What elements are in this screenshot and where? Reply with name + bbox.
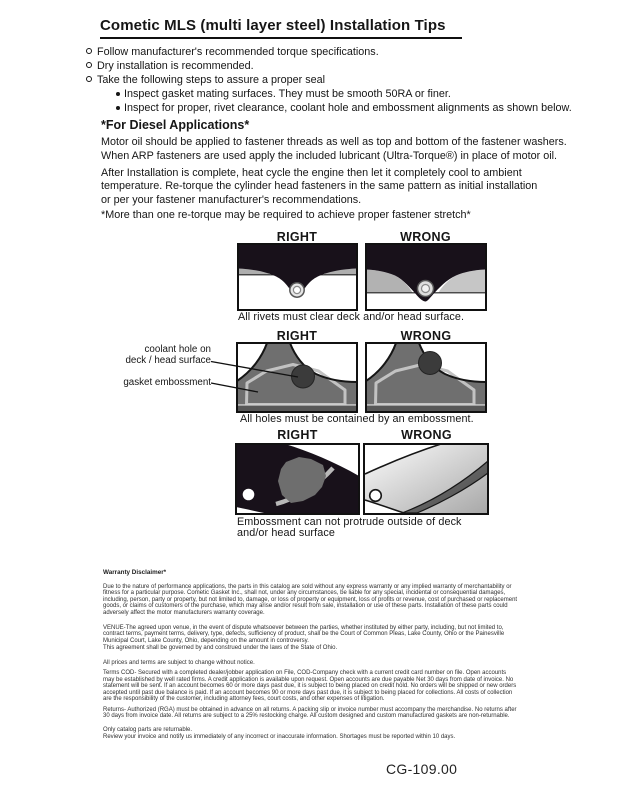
open-bullet-icon	[86, 62, 92, 68]
embossment-containment-diagram	[90, 330, 490, 425]
bolt-hole	[370, 490, 382, 502]
list-item	[116, 102, 572, 114]
protrusion-caption: and/or head surface	[237, 527, 335, 539]
gasket-embossment-label: gasket embossment	[123, 377, 211, 388]
paragraph-line: After Installation is complete, heat cycle the engine then let it completely cool to ambient	[101, 166, 522, 179]
paragraph-line: temperature. Re-torque the cylinder head fasteners in the same pattern as initial installation	[101, 180, 538, 192]
rivet-caption: All rivets must clear deck and/or head surface.	[238, 311, 465, 323]
bolt-hole	[243, 489, 255, 501]
wrong-label: WRONG	[401, 428, 452, 442]
warranty-paragraph: Due to the nature of performance applications, the parts in this catalog are sold without any express warranty or any implied warranty of merchantability or fitness for a particular purpose. Cometic Gasket Inc., shall not, under any circumstances, be liable for any special, incidental or consequential damages, including, person, party or property, but not limited to, damage, or loss of property or equipment, loss of profits or revenue, cost of purchased or replacement goods, or claims of customers of the purchase, which may arise and/or result from sale, installation or use of these parts. Installation of these parts could adversely affect the motor manufacturers warranty coverage.	[103, 583, 518, 616]
containment-wrong-diagram	[366, 343, 486, 412]
venue-paragraph: This agreement shall be governed by and construed under the laws of the State of Ohio.	[103, 644, 338, 651]
bullet-text: Follow manufacturer's recommended torque specifications.	[97, 46, 379, 58]
coolant-hole	[419, 352, 442, 375]
wrong-label: WRONG	[400, 329, 452, 343]
embossment-protrusion-diagram	[235, 443, 490, 515]
returnable-paragraph: Only catalog parts are returnable.	[103, 727, 193, 733]
containment-right-diagram	[237, 343, 357, 412]
prices-paragraph: All prices and terms are subject to change without notice.	[103, 660, 255, 666]
paragraph-line: or per your fastener manufacturer's recommendations.	[101, 193, 362, 206]
coolant-hole-label: coolant hole on	[144, 344, 211, 355]
dot-bullet-icon	[116, 92, 120, 96]
review-paragraph: Review your invoice and notify us immediately of any incorrect or inaccurate information. Shortages must be reported within 10 days.	[103, 733, 456, 740]
bullet-text: Inspect gasket mating surfaces. They must be smooth 50RA or finer.	[124, 88, 451, 100]
bullet-text: Dry installation is recommended.	[97, 60, 254, 72]
paragraph-line: When ARP fasteners are used apply the included lubricant (Ultra-Torque®) in place of motor oil.	[101, 149, 558, 162]
venue-paragraph: VENUE-The agreed upon venue, in the event of dispute whatsoever between the parties, whether instituted by either party, including, but not limited to, contract terms, payment terms, delivery, type, defects, sufficiency of product, shall be the Court of Common Pleas, Lake County, Ohio or the Painesville Municipal Court, Lake County, Ohio, depending on the amount in controversy.	[103, 624, 505, 644]
terms-paragraph: Terms COD- Secured with a completed dealer/jobber application on File, COD-Company check with a current credit card number on file. Open accounts may be established by well rated firms. A credit application is available upon request. Open accounts are due payable Net 30 days from date of invoice. No statement will be sent. If an account becomes 60 or more days past due, it is subject to being placed on credit hold. No orders will be shipped or new orders accepted until past due balance is paid. If an account becomes 90 or more days past due, it is subject to being placed for collections. All costs of collection are the responsibility of the customer, including attorney fees, court costs, and other expenses of litigation.	[103, 670, 517, 703]
open-bullet-icon	[86, 48, 92, 54]
paragraph-line: Motor oil should be applied to fastener threads as well as top and bottom of the fastener washers.	[101, 136, 567, 148]
returns-paragraph: Returns- Authorized (RGA) must be obtained in advance on all returns. A packing slip or invoice number must accompany the merchandise. No returns after 30 days from invoice date. All returns are subject to a 25% restocking charge. All custom designed and custom manufactured gaskets are non-returnable.	[103, 706, 517, 720]
right-label: RIGHT	[276, 230, 318, 244]
rivet-wrong-diagram	[366, 244, 486, 310]
diesel-heading: *For Diesel Applications*	[101, 118, 250, 132]
list-item	[116, 88, 451, 100]
list-item	[86, 46, 379, 58]
protrusion-caption: Embossment can not protrude outside of deck	[237, 516, 462, 528]
retorque-note: *More than one re-torque may be required to achieve proper fastener stretch*	[101, 209, 471, 221]
list-item	[86, 74, 325, 86]
containment-caption: All holes must be contained by an embossment.	[240, 413, 474, 425]
rivet-clearance-diagram	[237, 243, 487, 312]
right-label: RIGHT	[277, 428, 318, 442]
list-item	[86, 60, 254, 72]
bullet-text: Take the following steps to assure a proper seal	[97, 74, 326, 86]
protrusion-wrong-diagram	[364, 444, 488, 514]
coolant-hole-label: deck / head surface	[125, 355, 211, 366]
dot-bullet-icon	[116, 106, 120, 110]
page-number: CG-109.00	[386, 761, 458, 777]
open-bullet-icon	[86, 76, 92, 82]
rivet-right-diagram	[238, 244, 357, 310]
wrong-label: WRONG	[400, 230, 451, 244]
protrusion-right-diagram	[236, 444, 359, 514]
page-title: Cometic MLS (multi layer steel) Installation Tips	[100, 17, 462, 39]
right-label: RIGHT	[276, 329, 318, 343]
warranty-heading: Warranty Disclaimer*	[103, 569, 167, 576]
bullet-text: Inspect for proper, rivet clearance, coolant hole and embossment alignments as shown below.	[124, 102, 572, 114]
